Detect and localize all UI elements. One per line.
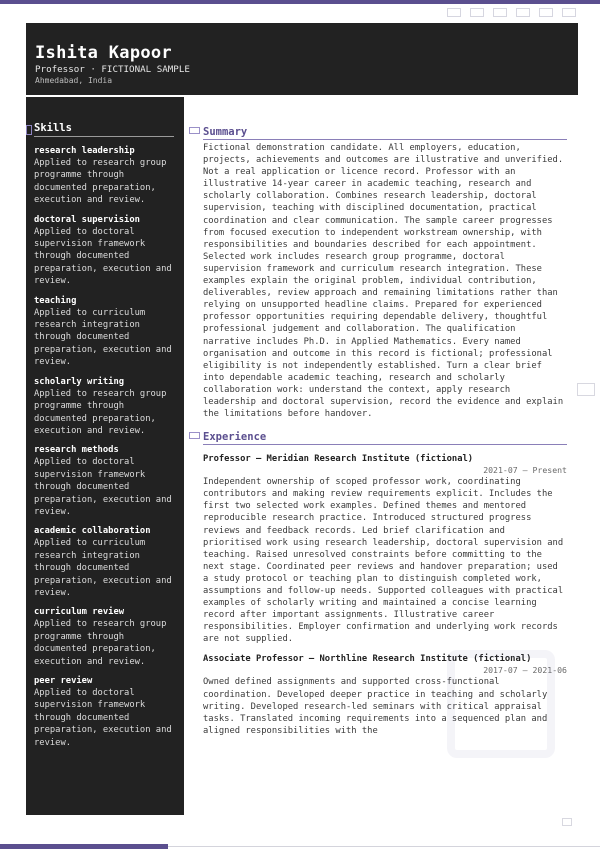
- skill-name: research leadership: [34, 146, 135, 156]
- section-marker-icon: [189, 127, 200, 134]
- tag-mark-icon: [493, 8, 507, 17]
- skill-item: [34, 145, 179, 207]
- candidate-location: Ahmedabad, India: [35, 76, 113, 85]
- tag-mark-icon: [539, 8, 553, 17]
- skill-description: Applied to curriculum research integration through documented preparation, execution and review.: [34, 538, 172, 598]
- skill-description: Applied to research group programme through documented preparation, execution and review.: [34, 388, 167, 436]
- skill-name: doctoral supervision: [34, 214, 140, 225]
- tag-mark-icon: [470, 8, 484, 17]
- job-title: Professor — Meridian Research Institute (fictional): [203, 454, 474, 465]
- skill-item: [34, 376, 179, 438]
- tag-mark-icon: [447, 8, 461, 17]
- skills-heading: Skills: [34, 122, 174, 137]
- skill-name: scholarly writing: [34, 376, 125, 387]
- summary-text: Fictional demonstration candidate. All employers, education, projects, achievements and outcomes are illustrative and unverified. Not a real application or licence record. Professor with an illustrative 14-year career in academic teaching, research and scholarly collaboration. Combines research leadership, doctoral supervision, teaching with disciplined documentation, practical coordination and clear communication. The sample career progresses from focused execution to independent workstream ownership, with responsibilities and boundaries described for each appointment. Selected work includes research group programme, doctoral supervision framework and curriculum research integration. These examples explain the original problem, individual contribution, deliverables, review approach and remaining limitations rather than relying on unsupported headline claims. Prepared for experienced professor opportunities requiring dependable delivery, thoughtful professional judgement and collaboration. The qualification narrative includes Ph.D. in Applied Mathematics. Every named organisation and outcome in this record is fictional; professional eligibility is not independently established. Turn a clear brief into dependable academic teaching, research and scholarly collaboration work: understand the context, apply research leadership and doctoral supervision, record the evidence and explain the limitations before handover.: [203, 143, 564, 420]
- main-content: [203, 125, 567, 737]
- watermark-icon: [447, 650, 555, 758]
- skill-item: [34, 675, 179, 749]
- skill-description: Applied to doctoral supervision framework through documented preparation, execution and review.: [34, 226, 172, 287]
- skill-item: [34, 606, 179, 668]
- skill-item: [34, 214, 179, 288]
- skill-description: Applied to doctoral supervision framework through documented preparation, execution and review.: [34, 688, 172, 748]
- corner-mark-icon: [562, 818, 572, 826]
- summary-section-header: [203, 125, 567, 140]
- section-marker-icon: [189, 432, 200, 439]
- top-accent-bar: [0, 0, 600, 4]
- skill-description: Applied to curriculum research integration through documented preparation, execution and review.: [34, 307, 172, 368]
- tag-mark-icon: [516, 8, 530, 17]
- job-title: Associate Professor — Northline Research Institute (fictional): [203, 654, 532, 665]
- bottom-accent-bar: [0, 844, 168, 849]
- candidate-name: Ishita Kapoor: [35, 43, 172, 63]
- skill-name: academic collaboration: [34, 526, 151, 537]
- skill-item: [34, 444, 179, 518]
- job-description: Independent ownership of scoped professor work, coordinating contributors and making review requirements explicit. Includes the first two selected work examples. Defined themes and mentored reproducible research practice. Introduced structured progress reviews and feedback records. Led brief clarification and prioritised work using research leadership, doctoral supervision and teaching. Raised unresolved constraints before committing to the next stage. Coordinated peer reviews and handover preparation; used a study protocol or teaching plan to distinguish completed work, assumptions and follow-up needs. Supported colleagues with practical examples of scholarly writing and maintained a concise learning record after important assignments. Illustrative career responsibilities. Employer confirmation and underlying work records are not supplied.: [203, 477, 564, 645]
- job-entry: [203, 454, 567, 645]
- watermark-mark-icon: [577, 383, 595, 396]
- skills-sidebar: [26, 97, 184, 815]
- skill-item: [34, 525, 179, 599]
- resume-header: [26, 23, 578, 95]
- candidate-subtitle: Professor · FICTIONAL SAMPLE: [35, 64, 190, 75]
- skills-list: [34, 145, 179, 756]
- section-marker-icon: [26, 125, 32, 135]
- job-description: Owned defined assignments and supported cross-functional coordination. Developed deeper practice in teaching and scholarly writing. Developed research-led seminars with critical appraisal tasks. Translated incoming requirements into a sequenced plan and aligned responsibilities with the: [203, 677, 548, 736]
- skill-name: research methods: [34, 445, 119, 456]
- skill-description: Applied to research group programme through documented preparation, execution and review.: [34, 158, 167, 206]
- top-tag-strip: [447, 8, 576, 17]
- skill-name: peer review: [34, 676, 93, 686]
- skill-name: teaching: [34, 295, 77, 306]
- tag-mark-icon: [562, 8, 576, 17]
- skill-description: Applied to research group programme through documented preparation, execution and review.: [34, 619, 167, 667]
- experience-section-header: [203, 430, 567, 445]
- experience-heading: Experience: [203, 431, 267, 444]
- skill-name: curriculum review: [34, 607, 125, 618]
- skill-description: Applied to doctoral supervision framework through documented preparation, execution and review.: [34, 457, 172, 517]
- skill-item: [34, 295, 179, 369]
- job-dates: 2017-07 – 2021-06: [483, 665, 567, 676]
- job-dates: 2021-07 – Present: [483, 465, 567, 476]
- summary-heading: Summary: [203, 126, 248, 138]
